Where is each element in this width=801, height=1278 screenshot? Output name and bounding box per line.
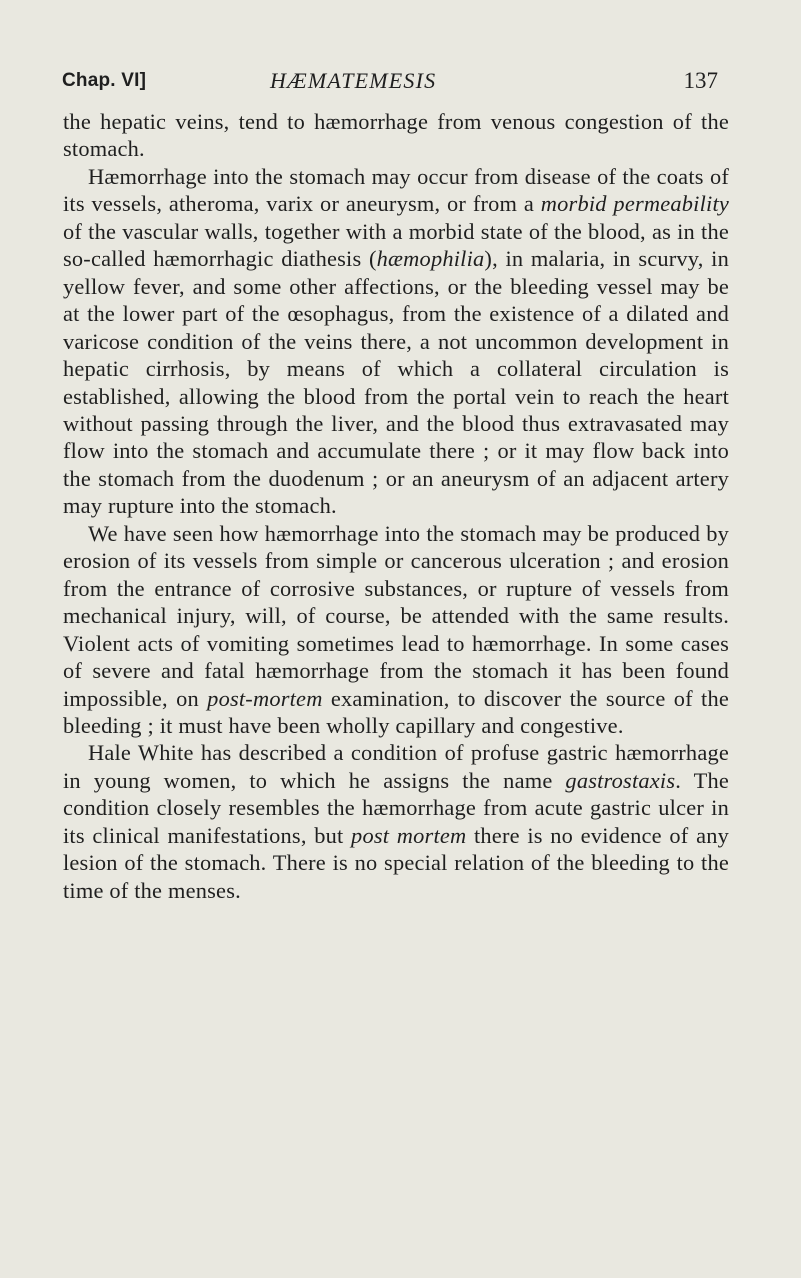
page-number: 137 [683,68,718,93]
text-run: of the vascular walls, together with a morbid state of the blood, as in the so-called hæmorrhagic diathesis ( [63,218,729,272]
text-run: ), in malaria, in scurvy, in yellow fever, and some other affections, or the bleeding vessel may be at the lower part of the œsophagus, from the existence of a dilated and varicose condition of the veins there, a not uncommon development in hepatic cirrhosis, by means of which a collateral circulation is established, allowing the blood from the portal vein to reach the heart without passing through the liver, and the blood thus extravasated may flow into the stomach and accumulate there ; or it may flow back into the stomach from the duodenum ; or an aneurysm of an adjacent artery may rupture into the stomach. [63,246,729,519]
text-run: examination, to discover the source of the bleeding ; it must have been wholly capillary and congestive. [63,685,730,738]
paragraph [63,163,729,520]
paragraph [63,520,729,740]
text-run: the hepatic veins, tend to hæmorrhage from venous congestion of the stomach. [63,109,729,162]
text-run: . The condition closely resembles the hæmorrhage from acute gastric ulcer in its clinical manifestations, but [63,767,729,848]
text-run: there is no evidence of any lesion of the stomach. There is no special relation of the bleeding to the time of the menses. [63,822,729,903]
chapter-label: Chap. VI] [62,70,147,91]
running-head [62,70,718,100]
paragraph [63,739,729,904]
italic-text: post-mortem [207,685,323,711]
body-text [63,108,729,904]
paragraph [63,108,729,163]
italic-text: morbid permeability [540,191,729,217]
italic-text: gastrostaxis [565,767,676,793]
text-run: Hale White has described a condition of profuse gastric hæmorrhage in young women, to which he assigns the name [63,740,729,793]
running-title: HÆMATEMESIS [270,68,437,93]
text-run: We have seen how hæmorrhage into the stomach may be produced by erosion of its vessels from simple or cancerous ulceration ; and erosion from the entrance of corrosive substances, or rupture of vessels from mechanical injury, will, of course, be attended with the same results. Violent acts of vomiting sometimes lead to hæmorrhage. In some cases of severe and fatal hæmorrhage from the stomach it has been found impossible, on [63,520,729,711]
italic-text: post mortem [351,822,467,848]
italic-text: hæmophilia [376,246,485,272]
text-run: Hæmorrhage into the stomach may occur from disease of the coats of its vessels, atheroma, varix or aneurysm, or from a [63,163,729,217]
